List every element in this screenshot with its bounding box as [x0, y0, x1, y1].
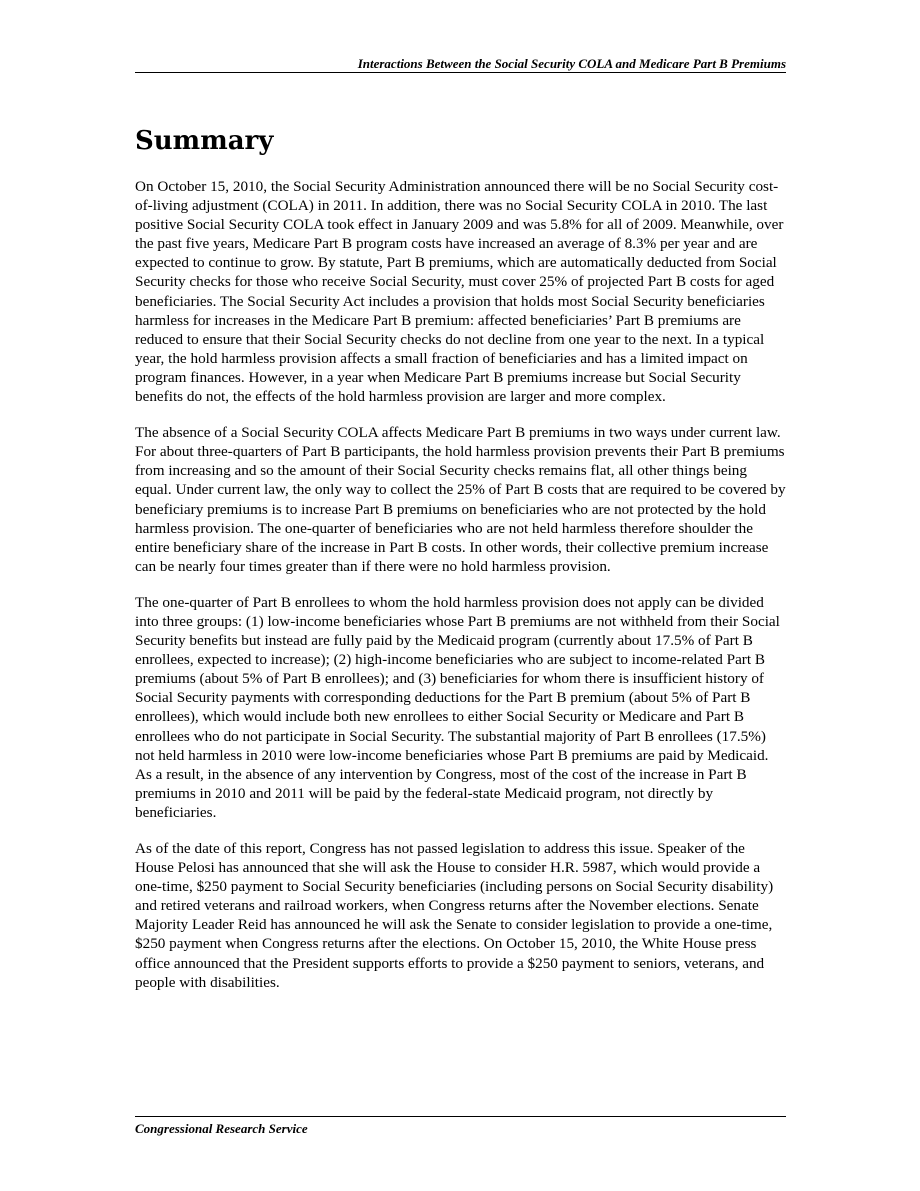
header-divider	[135, 72, 786, 73]
paragraph-2: The absence of a Social Security COLA affects Medicare Part B premiums in two ways under current law. For about three-quarters of Part B participants, the hold harmless provision prevents their Part B premiums from increasing and so the amount of their Social Security checks remains flat, all other things being equal. Under current law, the only way to collect the 25% of Part B costs that are required to be covered by beneficiary premiums is to increase Part B premiums on beneficiaries who are not protected by the hold harmless provision. The one-quarter of beneficiaries who are not held harmless therefore shoulder the entire beneficiary share of the increase in Part B costs. In other words, their collective premium increase can be nearly four times greater than if there were no hold harmless provision.	[135, 424, 786, 575]
summary-body	[135, 177, 786, 1009]
page-title: Summary	[135, 126, 274, 156]
running-footer: Congressional Research Service	[135, 1121, 308, 1136]
paragraph-1: On October 15, 2010, the Social Security Administration announced there will be no Social Security cost-of-living adjustment (COLA) in 2011. In addition, there was no Social Security COLA in 2010. The last positive Social Security COLA took effect in January 2009 and was 5.8% for all of 2009. Meanwhile, over the past five years, Medicare Part B program costs have increased an average of 8.3% per year and are expected to continue to grow. By statute, Part B premiums, which are automatically deducted from Social Security checks for those who receive Social Security, must cover 25% of projected Part B costs for aged beneficiaries. The Social Security Act includes a provision that holds most Social Security beneficiaries harmless for increases in the Medicare Part B premium: affected beneficiaries’ Part B premiums are reduced to ensure that their Social Security checks do not decline from one year to the next. In a typical year, the hold harmless provision affects a small fraction of beneficiaries and has a limited impact on program finances. However, in a year when Medicare Part B premiums increase but Social Security benefits do not, the effects of the hold harmless provision are larger and more complex.	[135, 178, 784, 406]
running-header: Interactions Between the Social Security COLA and Medicare Part B Premiums	[357, 56, 786, 71]
paragraph-4: As of the date of this report, Congress has not passed legislation to address this issue. Speaker of the House Pelosi has announced that she will ask the House to consider H.R. 5987, which would provide a one-time, $250 payment to Social Security beneficiaries (including persons on Social Security disability) and retired veterans and railroad workers, when Congress returns after the November elections. Senate Majority Leader Reid has announced he will ask the Senate to consider legislation to provide a one-time, $250 payment when Congress returns after the elections. On October 15, 2010, the White House press office announced that the President supports efforts to provide a $250 payment to seniors, veterans, and people with disabilities.	[135, 840, 774, 991]
footer-divider	[135, 1116, 786, 1117]
paragraph-3: The one-quarter of Part B enrollees to whom the hold harmless provision does not apply can be divided into three groups: (1) low-income beneficiaries whose Part B premiums are not withheld from their Social Security benefits but instead are fully paid by the Medicaid program (currently about 17.5% of Part B enrollees, expected to increase); (2) high-income beneficiaries who are subject to income-related Part B premiums (about 5% of Part B enrollees); and (3) beneficiaries for whom there is insufficient history of Social Security payments with corresponding deductions for the Part B premium (about 5% of Part B enrollees), which would include both new enrollees to either Social Security or Medicare and Part B enrollees who do not participate in Social Security. The substantial majority of Part B enrollees (17.5%) not held harmless in 2010 were low-income beneficiaries whose Part B premiums are paid by Medicaid. As a result, in the absence of any intervention by Congress, most of the cost of the increase in Part B premiums in 2010 and 2011 will be paid by the federal-state Medicaid program, not directly by beneficiaries.	[135, 593, 780, 821]
